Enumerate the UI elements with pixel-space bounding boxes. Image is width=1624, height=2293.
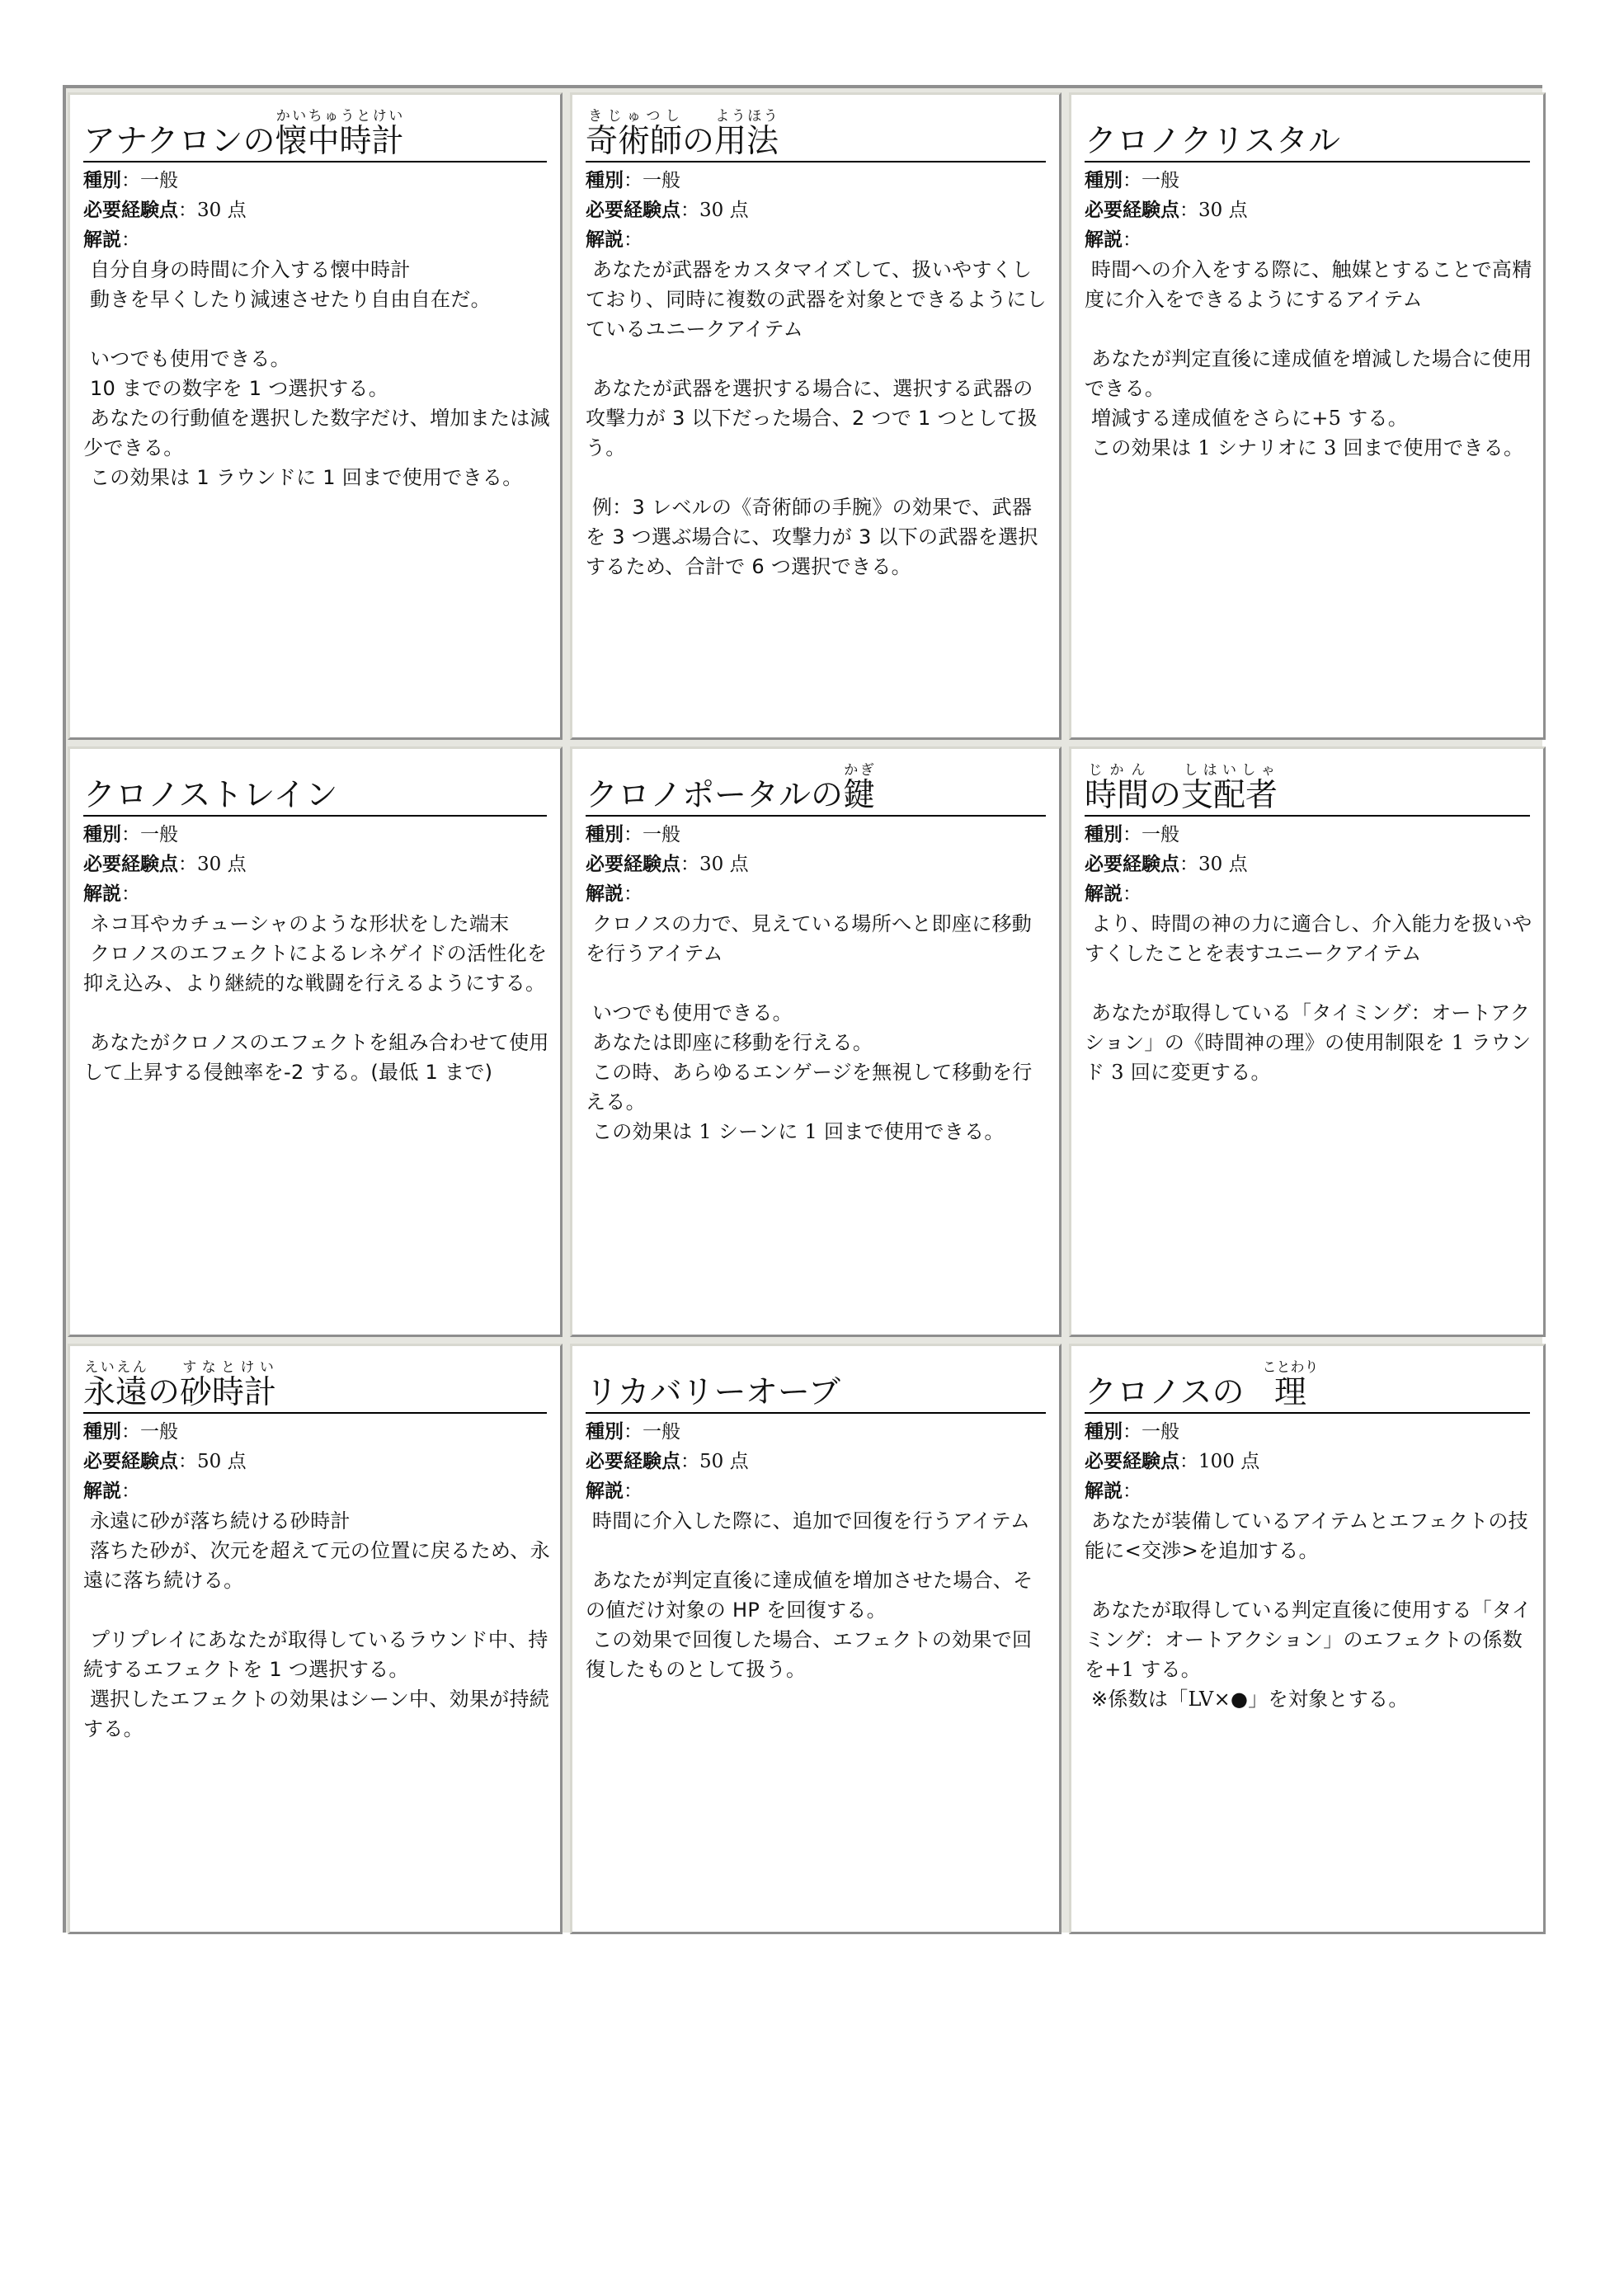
item-description: 時間に介入した際に、追加で回復を行うアイテム あなたが判定直後に達成値を増加させた場合、その値だけ対象の HP を回復する。 この効果で回復した場合、エフェクトの効果で回復したものとして扱う。 bbox=[586, 1509, 1033, 1681]
item-desc-label-row bbox=[83, 1476, 550, 1506]
sep: ： bbox=[1123, 170, 1142, 191]
item-xp-row bbox=[586, 1447, 1049, 1476]
sep: ： bbox=[624, 1421, 643, 1443]
item-card bbox=[68, 1344, 563, 1934]
title-furigana: ようほう bbox=[714, 108, 779, 125]
item-xp-row bbox=[83, 1447, 550, 1476]
title-text: リカバリーオーブ bbox=[586, 1374, 840, 1412]
xp-label: 必要経験点 bbox=[586, 200, 680, 221]
sep: ： bbox=[624, 229, 643, 251]
item-type: 一般 bbox=[643, 1421, 680, 1443]
item-title bbox=[1085, 98, 1530, 162]
sep: ： bbox=[624, 824, 643, 845]
desc-label: 解説 bbox=[1085, 883, 1123, 905]
item-xp-row bbox=[83, 850, 550, 879]
item-description: ネコ耳やカチューシャのような形状をした端末 クロノスのエフェクトによるレネゲイドの活性化を抑え込み、より継続的な戦闘を行えるようにする。 あなたがクロノスのエフェクトを組み合わせて使用して上昇する侵蝕率を-2 する。(最低 1 まで) bbox=[83, 912, 549, 1084]
item-xp-row bbox=[1085, 1447, 1533, 1476]
item-description: 永遠に砂が落ち続ける砂時計 落ちた砂が、次元を超えて元の位置に戻るため、永遠に落ち続ける。 プリプレイにあなたが取得しているラウンド中、持続するエフェクトを 1 つ選択する。 選択したエフェクトの効果はシーン中、効果が持続する。 bbox=[83, 1509, 550, 1740]
item-type: 一般 bbox=[140, 1421, 178, 1443]
title-furigana: しはいしゃ bbox=[1181, 762, 1278, 779]
sep: ： bbox=[1179, 1451, 1198, 1472]
sep: ： bbox=[1123, 824, 1142, 845]
sep: ： bbox=[121, 1481, 140, 1502]
xp-unit: 点 bbox=[729, 200, 749, 221]
item-desc-label-row bbox=[586, 1476, 1049, 1506]
title-text: の bbox=[682, 123, 715, 161]
item-type-row bbox=[83, 166, 550, 195]
item-xp: 50 bbox=[699, 1451, 724, 1472]
item-type-row bbox=[1085, 820, 1533, 850]
sep: ： bbox=[680, 1451, 699, 1472]
title-text: クロノクリスタル bbox=[1085, 123, 1341, 161]
xp-unit: 点 bbox=[1240, 1451, 1260, 1472]
item-xp-row bbox=[83, 195, 550, 225]
item-card-grid bbox=[68, 92, 1542, 1933]
title-text: の bbox=[148, 1374, 181, 1412]
sep: ： bbox=[680, 200, 699, 221]
xp-label: 必要経験点 bbox=[83, 1451, 178, 1472]
item-title bbox=[586, 752, 1046, 817]
item-xp-row bbox=[586, 850, 1049, 879]
item-xp: 30 bbox=[699, 854, 724, 875]
title-furigana: かぎ bbox=[843, 762, 876, 779]
type-label: 種別 bbox=[586, 1421, 624, 1443]
xp-unit: 点 bbox=[1228, 854, 1248, 875]
sep: ： bbox=[1123, 883, 1142, 905]
desc-label: 解説 bbox=[1085, 1481, 1123, 1502]
sep: ： bbox=[121, 883, 140, 905]
xp-label: 必要経験点 bbox=[83, 854, 178, 875]
sep: ： bbox=[178, 854, 197, 875]
desc-label: 解説 bbox=[1085, 229, 1123, 251]
item-type-row bbox=[83, 820, 550, 850]
title-furigana: えいえん bbox=[83, 1359, 148, 1377]
title-kanji: 奇術師 bbox=[586, 123, 683, 161]
title-ruby bbox=[1262, 1359, 1318, 1412]
item-desc-label-row bbox=[83, 225, 550, 255]
sep: ： bbox=[624, 883, 643, 905]
title-ruby bbox=[1181, 762, 1278, 815]
item-title bbox=[1085, 1349, 1530, 1414]
item-type-row bbox=[586, 820, 1049, 850]
xp-label: 必要経験点 bbox=[1085, 200, 1179, 221]
sep: ： bbox=[1123, 1421, 1142, 1443]
sep: ： bbox=[178, 1451, 197, 1472]
type-label: 種別 bbox=[83, 1421, 121, 1443]
desc-label: 解説 bbox=[83, 883, 121, 905]
xp-unit: 点 bbox=[227, 854, 247, 875]
item-xp: 50 bbox=[197, 1451, 222, 1472]
item-desc-label-row bbox=[1085, 225, 1533, 255]
xp-label: 必要経験点 bbox=[586, 1451, 680, 1472]
item-xp-row bbox=[586, 195, 1049, 225]
item-card bbox=[570, 92, 1061, 740]
title-kanji: 理 bbox=[1262, 1374, 1319, 1412]
title-kanji: 永遠 bbox=[83, 1374, 148, 1412]
type-label: 種別 bbox=[586, 824, 624, 845]
title-furigana: すなとけい bbox=[180, 1359, 277, 1377]
item-title bbox=[586, 98, 1046, 162]
xp-unit: 点 bbox=[729, 854, 749, 875]
sep: ： bbox=[624, 1481, 643, 1502]
title-furigana: じかん bbox=[1085, 762, 1150, 779]
item-type-row bbox=[1085, 166, 1533, 195]
title-kanji: 用法 bbox=[714, 123, 779, 161]
xp-unit: 点 bbox=[1228, 200, 1248, 221]
item-type: 一般 bbox=[1142, 170, 1179, 191]
item-type: 一般 bbox=[643, 170, 680, 191]
title-kanji: 砂時計 bbox=[180, 1374, 277, 1412]
item-xp-row bbox=[1085, 850, 1533, 879]
item-type: 一般 bbox=[643, 824, 680, 845]
sep: ： bbox=[121, 824, 140, 845]
item-description: 自分自身の時間に介入する懐中時計 動きを早くしたり減速させたり自由自在だ。 いつでも使用できる。 10 までの数字を 1 つ選択する。 あなたの行動値を選択した数字だけ、増加または減少できる。 この効果は 1 ラウンドに 1 回まで使用できる。 bbox=[83, 258, 550, 489]
title-ruby bbox=[586, 108, 682, 161]
title-furigana: ことわり bbox=[1262, 1359, 1319, 1377]
xp-unit: 点 bbox=[729, 1451, 749, 1472]
item-type-row bbox=[586, 166, 1049, 195]
xp-label: 必要経験点 bbox=[586, 854, 680, 875]
item-title bbox=[1085, 752, 1530, 817]
sep: ： bbox=[121, 1421, 140, 1443]
desc-label: 解説 bbox=[586, 1481, 624, 1502]
item-xp: 30 bbox=[699, 200, 724, 221]
item-description: クロノスの力で、見えている場所へと即座に移動を行うアイテム いつでも使用できる。 あなたは即座に移動を行える。 この時、あらゆるエンゲージを無視して移動を行える。 この効果は 1 シーンに 1 回まで使用できる。 bbox=[586, 912, 1033, 1143]
sep: ： bbox=[121, 229, 140, 251]
xp-label: 必要経験点 bbox=[83, 200, 178, 221]
title-furigana: きじゅつし bbox=[586, 108, 682, 125]
xp-unit: 点 bbox=[227, 200, 247, 221]
desc-label: 解説 bbox=[586, 229, 624, 251]
title-furigana: かいちゅうとけい bbox=[275, 108, 404, 125]
desc-label: 解説 bbox=[83, 229, 121, 251]
sep: ： bbox=[1123, 229, 1142, 251]
title-text: クロノポータルの bbox=[586, 777, 844, 815]
sep: ： bbox=[1123, 1481, 1142, 1502]
item-card bbox=[1069, 746, 1546, 1337]
item-description: あなたが武器をカスタマイズして、扱いやすくしており、同時に複数の武器を対象とできるようにしているユニークアイテム あなたが武器を選択する場合に、選択する武器の攻撃力が 3 以下だった場合、2 つで 1 つとして扱う。 例：3 レベルの《奇術師の手腕》の効果で、武器を 3 つ選ぶ場合に、攻撃力が 3 以下の武器を選択するため、合計で 6 つ選択できる。 bbox=[586, 258, 1047, 578]
item-title bbox=[586, 1349, 1046, 1414]
desc-label: 解説 bbox=[83, 1481, 121, 1502]
item-xp: 100 bbox=[1198, 1451, 1235, 1472]
item-card bbox=[68, 92, 563, 740]
item-xp: 30 bbox=[1198, 854, 1223, 875]
item-type: 一般 bbox=[1142, 824, 1179, 845]
title-kanji: 鍵 bbox=[843, 777, 876, 815]
title-ruby bbox=[1085, 762, 1149, 815]
item-type-row bbox=[586, 1417, 1049, 1447]
type-label: 種別 bbox=[1085, 170, 1123, 191]
title-ruby bbox=[714, 108, 779, 161]
type-label: 種別 bbox=[1085, 824, 1123, 845]
item-type: 一般 bbox=[1142, 1421, 1179, 1443]
sep: ： bbox=[1179, 854, 1198, 875]
title-ruby bbox=[180, 1359, 276, 1412]
title-ruby bbox=[275, 108, 403, 161]
item-title bbox=[83, 1349, 547, 1414]
title-text: クロノスの bbox=[1085, 1374, 1245, 1412]
item-title bbox=[83, 752, 547, 817]
sep: ： bbox=[121, 170, 140, 191]
item-desc-label-row bbox=[1085, 879, 1533, 909]
title-kanji: 時間 bbox=[1085, 777, 1150, 815]
title-kanji: 懐中時計 bbox=[275, 123, 404, 161]
item-desc-label-row bbox=[1085, 1476, 1533, 1506]
xp-label: 必要経験点 bbox=[1085, 854, 1179, 875]
xp-label: 必要経験点 bbox=[1085, 1451, 1179, 1472]
desc-label: 解説 bbox=[586, 883, 624, 905]
item-type-row bbox=[1085, 1417, 1533, 1447]
item-desc-label-row bbox=[586, 225, 1049, 255]
sep: ： bbox=[624, 170, 643, 191]
title-ruby bbox=[83, 1359, 148, 1412]
type-label: 種別 bbox=[1085, 1421, 1123, 1443]
item-card bbox=[1069, 92, 1546, 740]
item-sheet bbox=[63, 85, 1542, 1933]
item-xp: 30 bbox=[1198, 200, 1223, 221]
sep: ： bbox=[178, 200, 197, 221]
sep: ： bbox=[1179, 200, 1198, 221]
sep: ： bbox=[680, 854, 699, 875]
item-description: あなたが装備しているアイテムとエフェクトの技能に<交渉>を追加する。 あなたが取得している判定直後に使用する「タイミング：オートアクション」のエフェクトの係数を+1 する。 ※係数は「LV×●」を対象とする。 bbox=[1085, 1509, 1532, 1711]
item-card bbox=[570, 1344, 1061, 1934]
xp-unit: 点 bbox=[227, 1451, 247, 1472]
item-type-row bbox=[83, 1417, 550, 1447]
item-description: より、時間の神の力に適合し、介入能力を扱いやすくしたことを表すユニークアイテム あなたが取得している「タイミング：オートアクション」の《時間神の理》の使用制限を 1 ラウンド 3 回に変更する。 bbox=[1085, 912, 1532, 1084]
item-xp: 30 bbox=[197, 854, 222, 875]
item-type: 一般 bbox=[140, 170, 178, 191]
item-card bbox=[570, 746, 1061, 1337]
item-xp: 30 bbox=[197, 200, 222, 221]
item-title bbox=[83, 98, 547, 162]
type-label: 種別 bbox=[83, 824, 121, 845]
title-text: アナクロンの bbox=[83, 123, 275, 161]
title-ruby bbox=[843, 762, 875, 815]
item-desc-label-row bbox=[83, 879, 550, 909]
item-xp-row bbox=[1085, 195, 1533, 225]
type-label: 種別 bbox=[586, 170, 624, 191]
item-card bbox=[1069, 1344, 1546, 1934]
title-text: の bbox=[1149, 777, 1182, 815]
item-desc-label-row bbox=[586, 879, 1049, 909]
title-text: クロノストレイン bbox=[83, 777, 338, 815]
title-kanji: 支配者 bbox=[1181, 777, 1278, 815]
item-card bbox=[68, 746, 563, 1337]
item-description: 時間への介入をする際に、触媒とすることで高精度に介入をできるようにするアイテム あなたが判定直後に達成値を増減した場合に使用できる。 増減する達成値をさらに+5 する。 この効果は 1 シナリオに 3 回まで使用できる。 bbox=[1085, 258, 1532, 459]
type-label: 種別 bbox=[83, 170, 121, 191]
item-type: 一般 bbox=[140, 824, 178, 845]
